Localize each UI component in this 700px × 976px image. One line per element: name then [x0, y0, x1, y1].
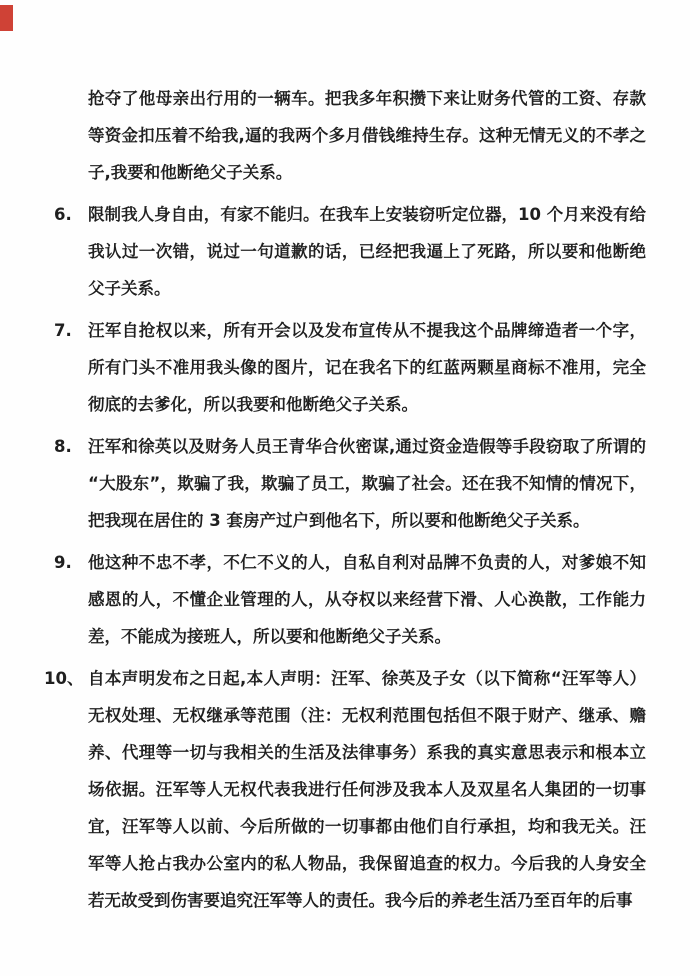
- list-item-9: [54, 544, 646, 655]
- red-corner-mark: [0, 5, 13, 31]
- list-number: 10、: [44, 669, 84, 688]
- list-item-text: 自本声明发布之日起,本人声明：汪军、徐英及子女（以下简称“汪军等人）无权处理、无权继承等范围（注：无权利范围包括但不限于财产、继承、赡养、代理等一切与我相关的生活及法律事务）系我的真实意思表示和根本立场依据。汪军等人无权代表我进行任何涉及我本人及双星名人集团的一切事宜，汪军等人以前、今后所做的一切事都由他们自行承担，均和我无关。汪军等人抢占我办公室内的私人物品，我保留追查的权力。今后我的人身安全若无故受到伤害要追究汪军等人的责任。我今后的养老生活乃至百年的后事: [88, 669, 646, 910]
- list-item-text: 限制我人身自由，有家不能归。在我车上安装窃听定位器，10 个月来没有给我认过一次错，说过一句道歉的话，已经把我逼上了死路，所以要和他断绝父子关系。: [88, 205, 646, 298]
- paragraph-continuation: 抢夺了他母亲出行用的一辆车。把我多年积攒下来让财务代管的工资、存款等资金扣压着不给我,逼的我两个多月借钱维持生存。这种无情无义的不孝之子,我要和他断绝父子关系。: [88, 89, 646, 182]
- list-number: 7.: [54, 321, 72, 340]
- list-item-7: [54, 312, 646, 423]
- list-number: 6.: [54, 205, 72, 224]
- list-number: 8.: [54, 437, 72, 456]
- document-body: [44, 80, 646, 924]
- list-item-text: 汪军自抢权以来，所有开会以及发布宣传从不提我这个品牌缔造者一个字，所有门头不准用我头像的图片，记在我名下的红蓝两颗星商标不准用，完全彻底的去爹化，所以我要和他断绝父子关系。: [88, 321, 646, 414]
- list-item-text: 汪军和徐英以及财务人员王青华合伙密谋,通过资金造假等手段窃取了所谓的“大股东”，欺骗了我，欺骗了员工，欺骗了社会。还在我不知情的情况下，把我现在居住的 3 套房产过户到他名下，所以要和他断绝父子关系。: [88, 437, 646, 530]
- list-item-8: [54, 428, 646, 539]
- list-number: 9.: [54, 553, 72, 572]
- list-item-6: [54, 196, 646, 307]
- list-item-text: 他这种不忠不孝，不仁不义的人，自私自利对品牌不负责的人，对爹娘不知感恩的人，不懂企业管理的人，从夺权以来经营下滑、人心涣散，工作能力差，不能成为接班人，所以要和他断绝父子关系。: [88, 553, 646, 646]
- list-item-10: [44, 660, 646, 919]
